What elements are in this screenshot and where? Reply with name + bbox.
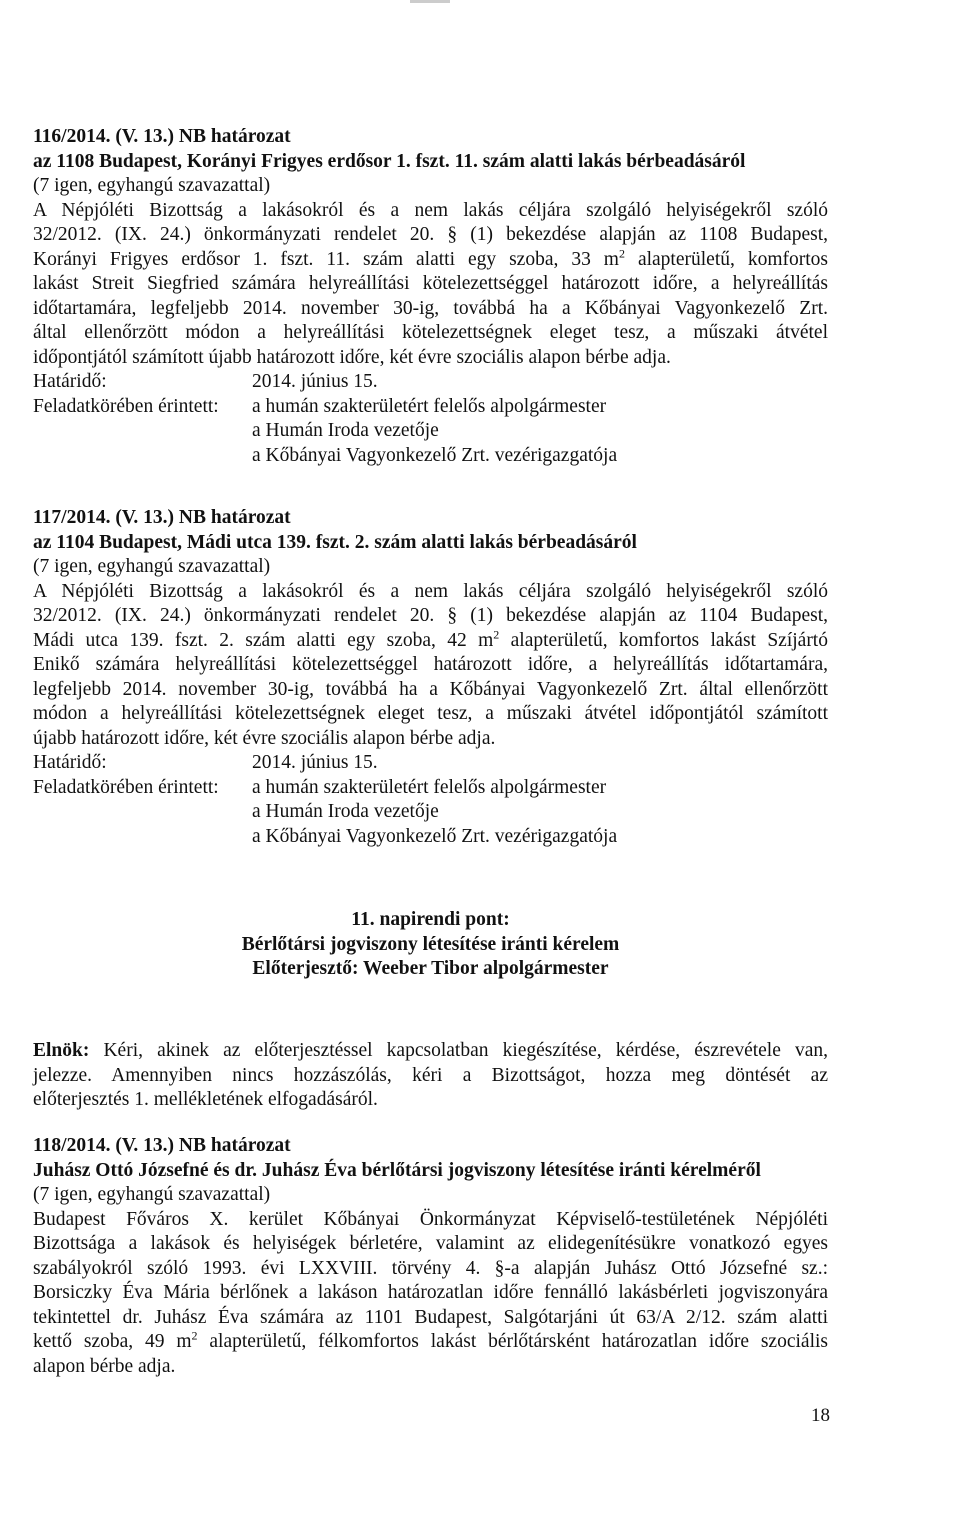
resolution-subject: az 1104 Budapest, Mádi utca 139. fszt. 2. szám alatti lakás bérbeadásáról [33, 531, 637, 553]
deadline-value: 2014. június 15. [252, 752, 378, 773]
page-number: 18 [811, 1405, 830, 1426]
body-line: újabb határozott időre, két évre szociális alapon bérbe adja. [33, 727, 496, 749]
responsible-person: a Humán Iroda vezetője [252, 801, 439, 822]
resolution-number: 118/2014. (V. 13.) NB határozat [33, 1135, 291, 1156]
body-line: 32/2012. (IX. 24.) önkormányzati rendelet 20. § (1) bekezdése alapján az 1108 Budapest, [33, 224, 828, 245]
resolution-number: 117/2014. (V. 13.) NB határozat [33, 507, 291, 528]
body-line: jelezze. Amennyiben nincs hozzászólás, kéri a Bizottságot, hozza meg döntését az [33, 1064, 828, 1086]
deadline-label: Határidő: [33, 371, 107, 392]
body-line: kettő szoba, 49 $m^2$ alapterületű, félkomfortos lakást bérlőtársként határozatlan időre szociális [33, 1328, 828, 1352]
responsible-row [33, 395, 828, 420]
chair-label: Elnök: [33, 1040, 90, 1061]
agenda-point: 11. napirendi pont: [351, 909, 510, 930]
body-line: A Népjóléti Bizottság a lakásokról és a nem lakás céljára szolgáló helyiségekről szóló [33, 580, 828, 602]
body-line: legfeljebb 2014. november 30-ig, továbbá ha a Kőbányai Vagyonkezelő Zrt. által ellenőrzött [33, 678, 828, 700]
responsible-row [33, 776, 828, 801]
responsible-row [33, 444, 828, 469]
chair-statement [33, 1039, 828, 1113]
vote-result: (7 igen, egyhangú szavazattal) [33, 1184, 271, 1205]
superscript: 2 [618, 246, 625, 260]
body-line: Budapest Főváros X. kerület Kőbányai Önkormányzat Képviselő-testületének Népjóléti [33, 1208, 828, 1230]
responsible-person: a Kőbányai Vagyonkezelő Zrt. vezérigazgatója [252, 444, 618, 466]
responsible-row [33, 419, 828, 444]
responsible-label: Feladatkörében érintett: [33, 395, 219, 417]
superscript: 2 [493, 627, 500, 641]
body-line: alapon bérbe adja. [33, 1355, 176, 1377]
resolution-116 [33, 125, 828, 468]
deadline-row [33, 370, 828, 395]
responsible-person: a humán szakterületért felelős alpolgármester [252, 776, 607, 798]
scan-artifact [410, 0, 450, 3]
body-line: Elnök: Kéri, akinek az előterjesztéssel kapcsolatban kiegészítése, kérdése, észrevétele van, [33, 1040, 828, 1061]
body-line: módon a helyreállítási kötelezettségnek eleget tesz, a műszaki átvétel időpontjától számított [33, 703, 828, 724]
responsible-row [33, 800, 828, 825]
body-line: Enikő számára helyreállítási kötelezettséggel határozott időre, a helyreállítás időtartamára, [33, 654, 828, 675]
body-line: által ellenőrzött módon a helyreállítási kötelezettségnek eleget tesz, a műszaki átvétel [33, 322, 828, 343]
deadline-value: 2014. június 15. [252, 371, 378, 392]
superscript: 2 [191, 1328, 198, 1343]
body-line: szabályokról szóló 1993. évi LXXVIII. törvény 4. §-a alapján Juhász Ottó Józsefné sz.: [33, 1257, 828, 1279]
deadline-row [33, 751, 828, 776]
vote-result: (7 igen, egyhangú szavazattal) [33, 175, 271, 196]
body-line: tekintettel dr. Juhász Éva számára az 1101 Budapest, Salgótarjáni út 63/A 2/12. szám alatti [33, 1306, 828, 1328]
resolution-117 [33, 506, 828, 849]
body-line: időpontjától számított újabb határozott időre, két évre szociális alapon bérbe adja. [33, 346, 671, 368]
responsible-person: a humán szakterületért felelős alpolgármester [252, 395, 607, 417]
body-line: Bizottsága a lakások és helyiségek bérletére, valamint az elidegenítésükre vonatkozó egyes [33, 1233, 828, 1254]
body-line: Mádi utca 139. fszt. 2. szám alatti egy szoba, 42 $m^2$ alapterületű, komfortos lakást Szíjártó [33, 627, 828, 651]
agenda-title: Bérlőtársi jogviszony létesítése iránti kérelem [241, 933, 620, 955]
agenda-presenter: Előterjesztő: Weeber Tibor alpolgármester [252, 958, 609, 979]
body-line: időtartamára, legfeljebb 2014. november 30-ig, továbbá ha a Kőbányai Vagyonkezelő Zrt. [33, 297, 828, 319]
vote-result: (7 igen, egyhangú szavazattal) [33, 556, 271, 577]
resolution-number: 116/2014. (V. 13.) NB határozat [33, 126, 291, 147]
body-line: előterjesztés 1. mellékletének elfogadásáról. [33, 1089, 378, 1110]
body-line: 32/2012. (IX. 24.) önkormányzati rendelet 20. § (1) bekezdése alapján az 1104 Budapest, [33, 605, 828, 626]
resolution-subject: Juhász Ottó Józsefné és dr. Juhász Éva bérlőtársi jogviszony létesítése iránti kérelméről [33, 1159, 761, 1181]
body-line: lakást Streit Siegfried számára helyreállítási kötelezettséggel határozott időre, a helyreállítás [33, 273, 828, 294]
responsible-person: a Kőbányai Vagyonkezelő Zrt. vezérigazgatója [252, 825, 618, 847]
responsible-label: Feladatkörében érintett: [33, 776, 219, 798]
deadline-label: Határidő: [33, 752, 107, 773]
resolution-subject: az 1108 Budapest, Korányi Frigyes erdősor 1. fszt. 11. szám alatti lakás bérbeadásáról [33, 150, 746, 172]
body-line: A Népjóléti Bizottság a lakásokról és a nem lakás céljára szolgáló helyiségekről szóló [33, 199, 828, 221]
responsible-person: a Humán Iroda vezetője [252, 420, 439, 441]
resolution-118 [33, 1134, 828, 1379]
responsible-row [33, 825, 828, 850]
body-line: Borsiczky Éva Mária bérlőnek a lakáson határozatlan időre fennálló lakásbérleti jogviszonyára [33, 1282, 828, 1303]
agenda-item [33, 908, 828, 982]
body-line: Korányi Frigyes erdősor 1. fszt. 11. szám alatti egy szoba, 33 $m^2$ alapterületű, komfortos [33, 246, 828, 270]
